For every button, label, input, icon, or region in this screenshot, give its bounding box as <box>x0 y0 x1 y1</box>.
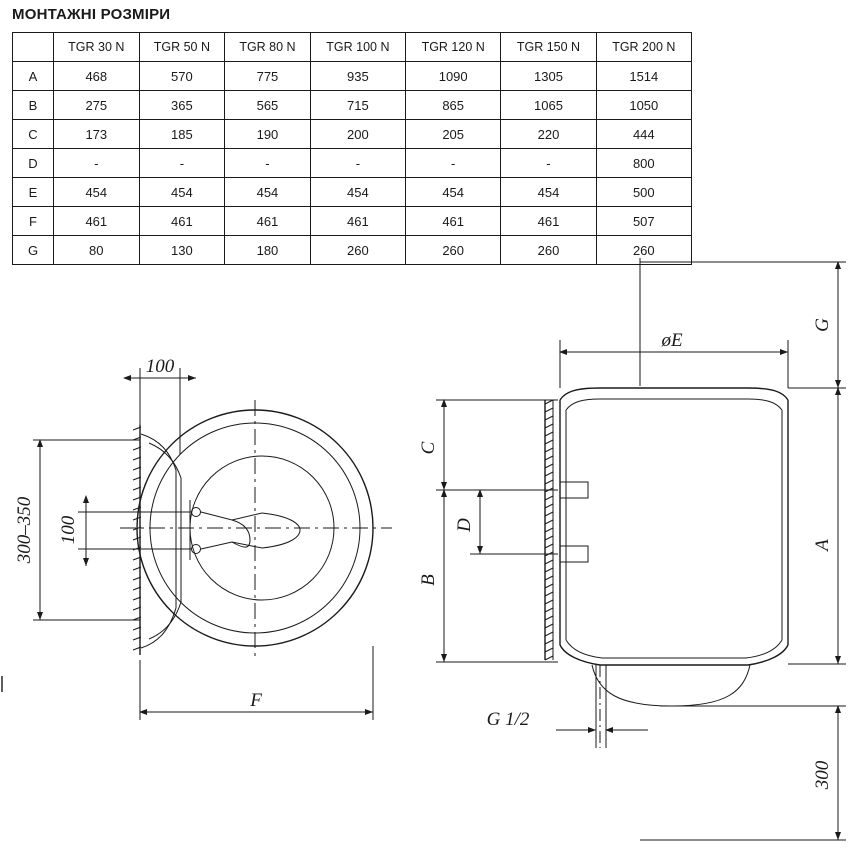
label-connection-g12: G 1/2 <box>486 709 530 730</box>
table-cell: 454 <box>225 178 311 207</box>
table-cell: 130 <box>139 236 225 265</box>
table-cell: 180 <box>225 236 311 265</box>
table-cell: 800 <box>596 149 691 178</box>
table-cell: 454 <box>139 178 225 207</box>
row-label: D <box>13 149 54 178</box>
table-cell: 260 <box>596 236 691 265</box>
dim-right-G: G <box>812 318 833 332</box>
table-cell: 1090 <box>406 62 501 91</box>
table-cell: 365 <box>139 91 225 120</box>
row-label: G <box>13 236 54 265</box>
table-cell: 454 <box>54 178 140 207</box>
table-cell: 461 <box>225 207 311 236</box>
table-cell: 468 <box>54 62 140 91</box>
dim-left-F: F <box>250 690 262 711</box>
table-cell: 80 <box>54 236 140 265</box>
table-cell: 220 <box>501 120 596 149</box>
table-cell: 173 <box>54 120 140 149</box>
row-label: B <box>13 91 54 120</box>
table-cell: 461 <box>54 207 140 236</box>
table-cell: - <box>501 149 596 178</box>
table-cell: - <box>54 149 140 178</box>
table-cell: 454 <box>501 178 596 207</box>
table-cell: 454 <box>310 178 405 207</box>
table-cell: 260 <box>501 236 596 265</box>
table-cell: 275 <box>54 91 140 120</box>
table-cell: 185 <box>139 120 225 149</box>
table-cell: 260 <box>310 236 405 265</box>
table-header-cell: TGR 150 N <box>501 33 596 62</box>
table-cell: 461 <box>501 207 596 236</box>
table-cell: 1305 <box>501 62 596 91</box>
dim-right-D: D <box>454 518 475 532</box>
table-cell: 1065 <box>501 91 596 120</box>
table-cell: - <box>406 149 501 178</box>
table-cell: 865 <box>406 91 501 120</box>
table-cell: 461 <box>139 207 225 236</box>
table-cell: - <box>225 149 311 178</box>
dim-right-300: 300 <box>812 760 833 790</box>
table-cell: 570 <box>139 62 225 91</box>
dim-left-inner-100: 100 <box>58 515 79 545</box>
table-cell: 190 <box>225 120 311 149</box>
table-header-cell: TGR 120 N <box>406 33 501 62</box>
right-view-drawing <box>418 258 846 840</box>
table-cell: - <box>139 149 225 178</box>
table-header-cell: TGR 50 N <box>139 33 225 62</box>
table-cell: 444 <box>596 120 691 149</box>
table-cell: 935 <box>310 62 405 91</box>
row-label: C <box>13 120 54 149</box>
table-cell: 205 <box>406 120 501 149</box>
table-header-cell: TGR 80 N <box>225 33 311 62</box>
table-cell: 500 <box>596 178 691 207</box>
table-cell: 1514 <box>596 62 691 91</box>
dim-right-A: A <box>812 539 833 551</box>
row-label: E <box>13 178 54 207</box>
table-cell: 260 <box>406 236 501 265</box>
dim-left-top-100: 100 <box>145 356 175 377</box>
page-title: МОНТАЖНІ РОЗМІРИ <box>12 6 171 23</box>
table-cell: 775 <box>225 62 311 91</box>
table-cell: - <box>310 149 405 178</box>
table-cell: 1050 <box>596 91 691 120</box>
table-cell: 454 <box>406 178 501 207</box>
table-cell: 461 <box>310 207 405 236</box>
row-label: A <box>13 62 54 91</box>
table-cell: 507 <box>596 207 691 236</box>
table-cell: 461 <box>406 207 501 236</box>
dim-right-diameter: øE <box>661 330 683 351</box>
table-header-cell: TGR 200 N <box>596 33 691 62</box>
row-label: F <box>13 207 54 236</box>
table-cell: 200 <box>310 120 405 149</box>
table-header-cell: TGR 100 N <box>310 33 405 62</box>
table-cell: 715 <box>310 91 405 120</box>
dim-right-B: B <box>418 574 439 586</box>
dim-left-300-350: 300–350 <box>14 496 35 564</box>
table-cell: 565 <box>225 91 311 120</box>
dim-right-C: C <box>418 441 439 455</box>
left-view-drawing <box>14 356 392 720</box>
table-header-cell: TGR 30 N <box>54 33 140 62</box>
